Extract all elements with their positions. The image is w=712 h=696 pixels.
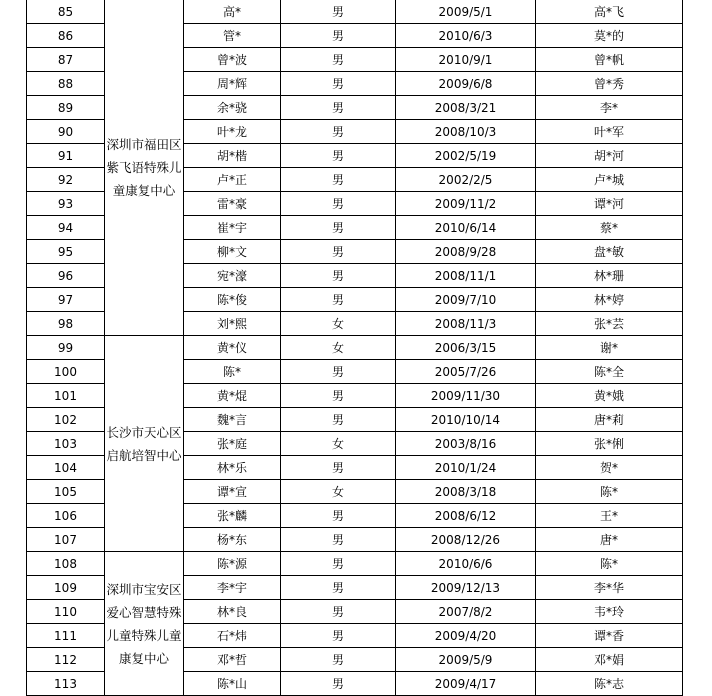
birth-date-cell: 2009/6/8 [396,72,536,96]
gender-cell: 男 [281,120,396,144]
gender-cell: 男 [281,48,396,72]
row-number-cell: 92 [27,168,105,192]
gender-cell: 男 [281,216,396,240]
child-name-cell: 石*炜 [184,624,281,648]
birth-date-cell: 2009/12/13 [396,576,536,600]
row-number-cell: 89 [27,96,105,120]
birth-date-cell: 2010/1/24 [396,456,536,480]
birth-date-cell: 2010/6/14 [396,216,536,240]
guardian-name-cell: 曾*秀 [536,72,683,96]
row-number-cell: 94 [27,216,105,240]
guardian-name-cell: 林*婷 [536,288,683,312]
guardian-name-cell: 盘*敏 [536,240,683,264]
organization-cell [105,336,184,552]
guardian-name-cell: 唐*莉 [536,408,683,432]
birth-date-cell: 2006/3/15 [396,336,536,360]
birth-date-cell: 2009/11/30 [396,384,536,408]
birth-date-cell: 2008/10/3 [396,120,536,144]
guardian-name-cell: 黄*娥 [536,384,683,408]
child-name-cell: 曾*波 [184,48,281,72]
guardian-name-cell: 陈*全 [536,360,683,384]
row-number-cell: 110 [27,600,105,624]
gender-cell: 男 [281,192,396,216]
organization-name-line: 深圳市福田区 [106,137,182,152]
guardian-name-cell: 贺* [536,456,683,480]
gender-cell: 男 [281,384,396,408]
child-name-cell: 林*良 [184,600,281,624]
row-number-cell: 99 [27,336,105,360]
row-number-cell: 102 [27,408,105,432]
gender-cell: 男 [281,96,396,120]
child-name-cell: 刘*熙 [184,312,281,336]
child-name-cell: 胡*楷 [184,144,281,168]
row-number-cell: 87 [27,48,105,72]
child-name-cell: 邓*哲 [184,648,281,672]
birth-date-cell: 2010/10/14 [396,408,536,432]
table-row [27,0,683,24]
birth-date-cell: 2009/5/1 [396,0,536,24]
birth-date-cell: 2002/2/5 [396,168,536,192]
row-number-cell: 90 [27,120,105,144]
table-row [27,552,683,576]
row-number-cell: 96 [27,264,105,288]
child-name-cell: 张*庭 [184,432,281,456]
birth-date-cell: 2008/3/18 [396,480,536,504]
guardian-name-cell: 韦*玲 [536,600,683,624]
guardian-name-cell: 高*飞 [536,0,683,24]
organization-cell [105,552,184,696]
birth-date-cell: 2010/6/6 [396,552,536,576]
organization-name-line: 爱心智慧特殊 [106,604,182,620]
row-number-cell: 112 [27,648,105,672]
birth-date-cell: 2009/11/2 [396,192,536,216]
gender-cell: 男 [281,624,396,648]
guardian-name-cell: 王* [536,504,683,528]
gender-cell: 男 [281,24,396,48]
birth-date-cell: 2008/6/12 [396,504,536,528]
guardian-name-cell: 蔡* [536,216,683,240]
gender-cell: 男 [281,264,396,288]
child-name-cell: 宛*濠 [184,264,281,288]
row-number-cell: 91 [27,144,105,168]
child-name-cell: 魏*言 [184,408,281,432]
gender-cell: 男 [281,576,396,600]
guardian-name-cell: 胡*河 [536,144,683,168]
row-number-cell: 101 [27,384,105,408]
gender-cell: 男 [281,456,396,480]
guardian-name-cell: 谭*河 [536,192,683,216]
row-number-cell: 108 [27,552,105,576]
gender-cell: 男 [281,360,396,384]
child-name-cell: 张*麟 [184,504,281,528]
birth-date-cell: 2009/5/9 [396,648,536,672]
row-number-cell: 95 [27,240,105,264]
gender-cell: 男 [281,504,396,528]
organization-name-line: 启航培智中心 [106,447,182,463]
gender-cell: 男 [281,672,396,696]
gender-cell: 女 [281,336,396,360]
child-name-cell: 黄*焜 [184,384,281,408]
guardian-name-cell: 卢*城 [536,168,683,192]
guardian-name-cell: 叶*军 [536,120,683,144]
guardian-name-cell: 谭*香 [536,624,683,648]
birth-date-cell: 2008/9/28 [396,240,536,264]
birth-date-cell: 2010/9/1 [396,48,536,72]
row-number-cell: 111 [27,624,105,648]
row-number-cell: 86 [27,24,105,48]
birth-date-cell: 2009/7/10 [396,288,536,312]
guardian-name-cell: 林*珊 [536,264,683,288]
organization-name-line: 儿童特殊儿童 [106,627,182,643]
birth-date-cell: 2005/7/26 [396,360,536,384]
row-number-cell: 105 [27,480,105,504]
child-name-cell: 管* [184,24,281,48]
gender-cell: 女 [281,312,396,336]
child-name-cell: 黄*仪 [184,336,281,360]
child-name-cell: 雷*豪 [184,192,281,216]
child-name-cell: 叶*龙 [184,120,281,144]
birth-date-cell: 2008/11/3 [396,312,536,336]
child-name-cell: 柳*文 [184,240,281,264]
gender-cell: 男 [281,144,396,168]
birth-date-cell: 2009/4/20 [396,624,536,648]
birth-date-cell: 2010/6/3 [396,24,536,48]
gender-cell: 男 [281,528,396,552]
gender-cell: 男 [281,0,396,24]
row-number-cell: 103 [27,432,105,456]
row-number-cell: 93 [27,192,105,216]
gender-cell: 女 [281,432,396,456]
child-name-cell: 陈* [184,360,281,384]
gender-cell: 男 [281,72,396,96]
roster-table [26,0,683,696]
gender-cell: 男 [281,168,396,192]
row-number-cell: 107 [27,528,105,552]
guardian-name-cell: 陈* [536,552,683,576]
row-number-cell: 88 [27,72,105,96]
child-name-cell: 崔*宇 [184,216,281,240]
gender-cell: 男 [281,648,396,672]
gender-cell: 男 [281,288,396,312]
birth-date-cell: 2008/11/1 [396,264,536,288]
child-name-cell: 余*骁 [184,96,281,120]
row-number-cell: 100 [27,360,105,384]
row-number-cell: 106 [27,504,105,528]
child-name-cell: 陈*俊 [184,288,281,312]
guardian-name-cell: 邓*娟 [536,648,683,672]
organization-name-line: 深圳市宝安区 [106,581,182,597]
row-number-cell: 97 [27,288,105,312]
child-name-cell: 杨*东 [184,528,281,552]
birth-date-cell: 2009/4/17 [396,672,536,696]
guardian-name-cell: 谢* [536,336,683,360]
gender-cell: 男 [281,600,396,624]
table-row [27,336,683,360]
child-name-cell: 陈*源 [184,552,281,576]
organization-name-line: 童康复中心 [112,183,176,198]
guardian-name-cell: 李*华 [536,576,683,600]
roster-body [27,0,683,696]
organization-name-line: 紫飞语特殊儿 [106,160,182,175]
row-number-cell: 98 [27,312,105,336]
child-name-cell: 谭*宣 [184,480,281,504]
guardian-name-cell: 莫*的 [536,24,683,48]
row-number-cell: 104 [27,456,105,480]
birth-date-cell: 2002/5/19 [396,144,536,168]
child-name-cell: 卢*正 [184,168,281,192]
guardian-name-cell: 李* [536,96,683,120]
row-number-cell: 113 [27,672,105,696]
child-name-cell: 陈*山 [184,672,281,696]
child-name-cell: 李*宇 [184,576,281,600]
gender-cell: 女 [281,480,396,504]
organization-name-line: 长沙市天心区 [106,424,182,440]
organization-cell [105,0,184,336]
guardian-name-cell: 陈* [536,480,683,504]
row-number-cell: 85 [27,0,105,24]
birth-date-cell: 2007/8/2 [396,600,536,624]
guardian-name-cell: 唐* [536,528,683,552]
guardian-name-cell: 曾*帆 [536,48,683,72]
gender-cell: 男 [281,552,396,576]
child-name-cell: 林*乐 [184,456,281,480]
birth-date-cell: 2008/12/26 [396,528,536,552]
child-name-cell: 周*辉 [184,72,281,96]
organization-name-line: 康复中心 [118,650,169,666]
guardian-name-cell: 张*俐 [536,432,683,456]
child-name-cell: 高* [184,0,281,24]
birth-date-cell: 2003/8/16 [396,432,536,456]
gender-cell: 男 [281,240,396,264]
row-number-cell: 109 [27,576,105,600]
gender-cell: 男 [281,408,396,432]
guardian-name-cell: 张*芸 [536,312,683,336]
birth-date-cell: 2008/3/21 [396,96,536,120]
guardian-name-cell: 陈*志 [536,672,683,696]
